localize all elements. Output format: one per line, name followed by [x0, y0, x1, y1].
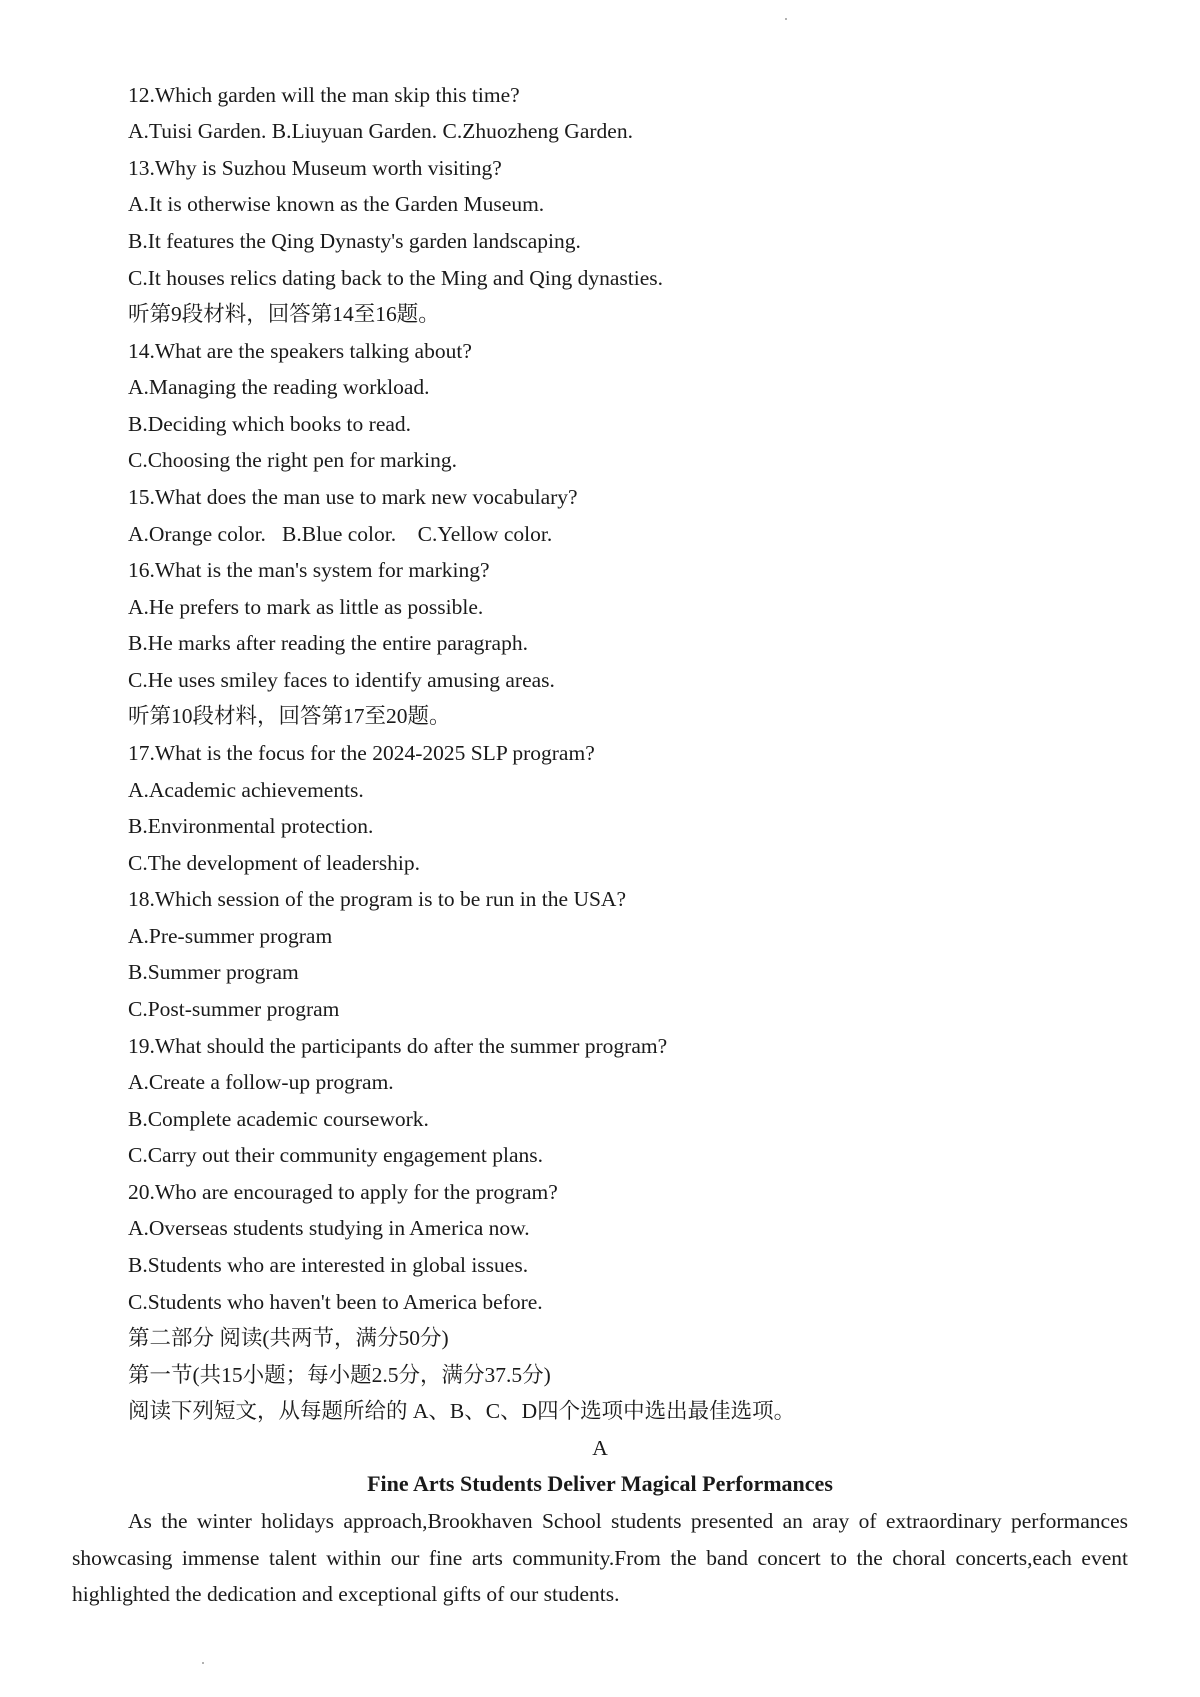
passage-letter: A [592, 1436, 608, 1460]
question-19-option-a: A.Create a follow-up program. [128, 1070, 394, 1094]
question-19-option-b: B.Complete academic coursework. [128, 1107, 429, 1131]
question-13: 13.Why is Suzhou Museum worth visiting? [128, 156, 502, 180]
section-one-heading: 第一节(共15小题；每小题2.5分，满分37.5分) [128, 1363, 551, 1387]
question-20-option-b: B.Students who are interested in global issues. [128, 1253, 529, 1277]
question-14-option-b: B.Deciding which books to read. [128, 412, 412, 436]
question-20-option-a: A.Overseas students studying in America now. [128, 1216, 530, 1240]
question-12: 12.Which garden will the man skip this time? [128, 83, 520, 107]
passage-title: Fine Arts Students Deliver Magical Performances [367, 1471, 833, 1496]
question-20: 20.Who are encouraged to apply for the program? [128, 1180, 558, 1204]
question-18-option-b: B.Summer program [128, 960, 299, 984]
question-18-option-c: C.Post-summer program [128, 997, 340, 1021]
question-15: 15.What does the man use to mark new vocabulary? [128, 485, 578, 509]
question-17-option-c: C.The development of leadership. [128, 851, 420, 875]
passage-paragraph: As the winter holidays approach,Brookhaven School students presented an aray of extraordinary performances showcasing immense talent within our fine arts community.From the band concert to the choral concerts,each event highlighted the dedication and exceptional gifts of our students. [72, 1509, 1128, 1607]
question-13-option-b: B.It features the Qing Dynasty's garden landscaping. [128, 229, 581, 253]
question-14: 14.What are the speakers talking about? [128, 339, 472, 363]
scan-speck [785, 18, 787, 20]
question-20-option-c: C.Students who haven't been to America before. [128, 1290, 543, 1314]
question-16-option-b: B.He marks after reading the entire paragraph. [128, 631, 528, 655]
question-17-option-b: B.Environmental protection. [128, 814, 374, 838]
question-18: 18.Which session of the program is to be run in the USA? [128, 887, 626, 911]
scan-speck [202, 1662, 204, 1664]
question-17-option-a: A.Academic achievements. [128, 778, 364, 802]
question-16: 16.What is the man's system for marking? [128, 558, 490, 582]
question-16-option-a: A.He prefers to mark as little as possible. [128, 595, 484, 619]
question-14-option-c: C.Choosing the right pen for marking. [128, 448, 458, 472]
section-instruction-10: 听第10段材料，回答第17至20题。 [128, 704, 451, 728]
question-13-option-c: C.It houses relics dating back to the Ming and Qing dynasties. [128, 266, 664, 290]
question-15-options: A.Orange color. B.Blue color. C.Yellow color. [128, 522, 553, 546]
question-19-option-c: C.Carry out their community engagement plans. [128, 1143, 543, 1167]
reading-instruction: 阅读下列短文，从每题所给的 A、B、C、D四个选项中选出最佳选项。 [128, 1399, 796, 1423]
question-13-option-a: A.It is otherwise known as the Garden Museum. [128, 192, 545, 216]
question-18-option-a: A.Pre-summer program [128, 924, 333, 948]
question-12-options: A.Tuisi Garden. B.Liuyuan Garden. C.Zhuozheng Garden. [128, 119, 633, 143]
part-two-heading: 第二部分 阅读(共两节，满分50分) [128, 1326, 449, 1350]
section-instruction-9: 听第9段材料，回答第14至16题。 [128, 302, 440, 326]
question-16-option-c: C.He uses smiley faces to identify amusing areas. [128, 668, 555, 692]
question-14-option-a: A.Managing the reading workload. [128, 375, 430, 399]
question-17: 17.What is the focus for the 2024-2025 SLP program? [128, 741, 595, 765]
question-19: 19.What should the participants do after the summer program? [128, 1034, 668, 1058]
